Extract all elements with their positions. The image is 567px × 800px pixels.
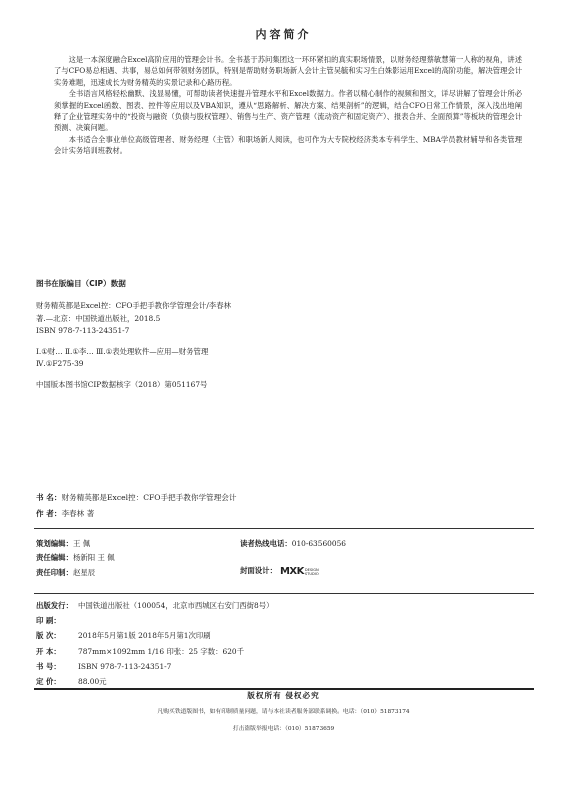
pub-label: 书 号：	[36, 661, 61, 671]
planning-editor-label: 策划编辑：	[36, 539, 73, 548]
divider	[34, 528, 534, 529]
cip-data	[36, 300, 366, 392]
cip-record-number: 中国版本图书馆CIP数据核字（2018）第051167号	[36, 379, 208, 389]
book-info	[36, 490, 366, 522]
reader-hotline-label: 读者热线电话：	[240, 539, 292, 548]
responsible-print-value: 赵星辰	[72, 568, 96, 577]
intro-paragraph: 这是一本深度融合Excel高阶应用的管理会计书。全书基于苏问集团这一环环紧扣的真实职场情景，以财务经理蔡敏慧第一人称的视角，讲述了与CFO易总相遇、共事，易总如何带领财务团队，特别是帮助财务职场新人会计主管吴毓和实习生白姝影运用Excel的高阶功能，解决管理会计实务难题，迅速成长为财务精英的实景记录和心路历程。	[54, 55, 522, 87]
cip-header: 图书在版编目（CIP）数据	[36, 279, 126, 288]
isbn-row	[36, 659, 536, 674]
introduction	[54, 54, 522, 157]
price-row	[36, 674, 536, 689]
page-title: 内容简介	[255, 28, 312, 41]
cip-line: 财务精英都是Excel控：CFO手把手教你学管理会计/李春林	[36, 301, 231, 310]
printer-row	[36, 613, 536, 628]
book-author-row	[36, 506, 366, 522]
reader-hotline-row	[240, 538, 346, 549]
pub-value: 88.00元	[78, 677, 107, 687]
pub-value: 中国铁道出版社（100054，北京市西城区右安门西街8号）	[78, 601, 274, 610]
cip-classification: Ⅰ.①财… Ⅱ.①李… Ⅲ.①表处理软件—应用—财务管理	[36, 346, 209, 356]
book-title-label: 书 名：	[36, 493, 62, 502]
pub-value: ISBN 978-7-113-24351-7	[78, 661, 172, 671]
responsible-editor-label: 责任编辑：	[36, 553, 73, 562]
cip-line: 著.—北京：中国铁道出版社，2018.5	[36, 313, 161, 323]
cover-design-row	[240, 565, 319, 577]
mxk-logo-subtext: DESIGN STUDIO	[304, 567, 319, 576]
divider	[34, 593, 534, 594]
book-title-row	[36, 490, 366, 506]
book-author-label: 作 者：	[36, 509, 62, 518]
pub-label: 印 刷：	[36, 616, 61, 626]
cip-classification: Ⅳ.①F275-39	[36, 359, 84, 369]
format-row	[36, 644, 536, 659]
pub-label: 出版发行：	[36, 601, 73, 610]
pub-value: 787mm×1092mm 1/16 印张：25 字数：620千	[78, 646, 245, 656]
book-author-value: 李春林 著	[61, 509, 95, 518]
responsible-print-label: 责任印制：	[36, 568, 73, 577]
intro-paragraph: 本书适合全事业单位高级管理者、财务经理（主管）和职场新人阅读，也可作为大专院校经济类本专科学生、MBA学员教材辅导和各类管理会计实务培训班教材。	[54, 134, 522, 156]
pub-label: 版 次：	[36, 631, 61, 641]
pub-label: 定 价：	[36, 677, 61, 687]
mxk-logo-text: MXK	[279, 565, 304, 577]
responsible-editor-value: 杨新阳 王 佩	[72, 553, 115, 562]
responsible-editor-row	[36, 552, 115, 563]
cover-design-label: 封面设计：	[240, 566, 277, 575]
publishing-info	[36, 598, 536, 689]
reader-hotline-value: 010-63560056	[291, 539, 346, 548]
copyright-notice: 版权所有 侵权必究	[247, 691, 320, 700]
service-notice: 凡购买铁道版图书，如有印制质量问题，请与本社读者服务部联系调换。电话：（010）51873174	[157, 709, 410, 715]
intro-paragraph: 全书语言风格轻松幽默、浅显易懂，可帮助读者快速提升管理水平和Excel数据力。作者以精心制作的视频和图文，详尽讲解了管理会计所必须掌握的Excel函数、图表、控件等应用以及VBA知识，遵从“思路解析、解决方案、结果剖析”的逻辑，结合CFO日常工作情景，深入浅出地阐释了企业管理实务中的“投资与融资（负债与股权管理）、销售与生产、资产管理（流动资产和固定资产）、报表合并、全面预算”等板块的管理会计预测、决策问题。	[54, 89, 522, 133]
anti-piracy-hotline: 打击盗版举报电话：（010）51873659	[232, 726, 335, 732]
publisher-row	[36, 598, 536, 613]
book-title-value: 财务精英都是Excel控：CFO手把手教你学管理会计	[61, 493, 237, 502]
pub-label: 开 本：	[36, 646, 61, 656]
responsible-print-row	[36, 567, 95, 578]
cip-line: ISBN 978-7-113-24351-7	[36, 326, 130, 336]
footer	[0, 690, 567, 732]
planning-editor-row	[36, 538, 90, 549]
planning-editor-value: 王 佩	[72, 539, 91, 548]
edition-row	[36, 628, 536, 643]
mxk-logo	[280, 566, 319, 577]
pub-value: 2018年5月第1版 2018年5月第1次印刷	[78, 631, 211, 641]
